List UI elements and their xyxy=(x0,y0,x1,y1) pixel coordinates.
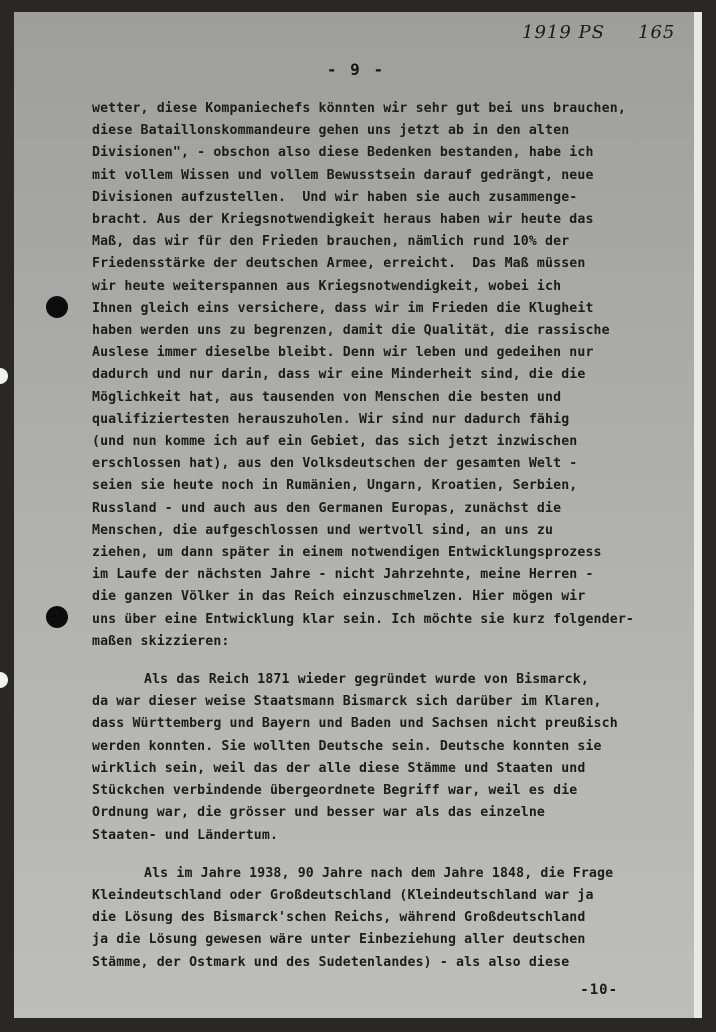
paragraph-gap xyxy=(92,847,676,863)
text-line: Kleindeutschland oder Großdeutschland (Kleindeutschland war ja xyxy=(92,887,594,903)
text-line: werden konnten. Sie wollten Deutsche sein. Deutsche konnten sie xyxy=(92,738,602,754)
text-line: Stämme, der Ostmark und des Sudetenlandes) - als also diese xyxy=(92,954,570,970)
text-line: (und nun komme ich auf ein Gebiet, das sich jetzt inzwischen xyxy=(92,434,578,450)
text-line: die Lösung des Bismarck'schen Reichs, während Großdeutschland xyxy=(92,910,586,926)
text-line: Als das Reich 1871 wieder gegründet wurde von Bismarck, xyxy=(144,672,589,688)
text-line: Maß, das wir für den Frieden brauchen, nämlich rund 10% der xyxy=(92,234,570,250)
typed-text-body xyxy=(92,98,676,974)
text-line: Als im Jahre 1938, 90 Jahre nach dem Jahre 1848, die Frage xyxy=(144,865,614,881)
document-page xyxy=(14,12,698,1018)
text-line: im Laufe der nächsten Jahre - nicht Jahrzehnte, meine Herren - xyxy=(92,567,594,583)
punch-hole-top xyxy=(46,296,68,318)
text-line: diese Bataillonskommandeure gehen uns jetzt ab in den alten xyxy=(92,123,570,139)
text-line: mit vollem Wissen und vollem Bewusstsein darauf gedrängt, neue xyxy=(92,167,594,183)
text-line: wetter, diese Kompaniechefs könnten wir sehr gut bei uns brauchen, xyxy=(92,101,626,116)
text-line: erschlossen hat), aus den Volksdeutschen der gesamten Welt - xyxy=(92,456,578,472)
text-line: Russland - und auch aus den Germanen Europas, zunächst die xyxy=(92,500,562,516)
text-line: qualifiziertesten herauszuholen. Wir sind nur dadurch fähig xyxy=(92,411,570,427)
text-line: maßen skizzieren: xyxy=(92,633,230,649)
text-line: Auslese immer dieselbe bleibt. Denn wir leben und gedeihen nur xyxy=(92,345,594,361)
text-line: Divisionen aufzustellen. Und wir haben sie auch zusammenge- xyxy=(92,189,578,205)
text-line: ja die Lösung gewesen wäre unter Einbeziehung aller deutschen xyxy=(92,932,586,948)
binder-notch-bottom xyxy=(0,672,8,688)
text-line: Ordnung war, die grösser und besser war als das einzelne xyxy=(92,805,546,821)
punch-hole-bottom xyxy=(46,606,68,628)
paragraph-gap xyxy=(92,653,676,669)
paragraph-1 xyxy=(92,98,676,653)
text-line: wirklich sein, weil das der alle diese Stämme und Staaten und xyxy=(92,760,586,776)
page-number: - 9 - xyxy=(326,60,386,79)
text-line: Divisionen", - obschon also diese Bedenken bestanden, habe ich xyxy=(92,145,594,161)
text-line: dadurch und nur darin, dass wir eine Minderheit sind, die die xyxy=(92,367,586,383)
archive-folio-number: 165 xyxy=(638,22,676,43)
paper-edge xyxy=(694,12,702,1018)
text-line: Möglichkeit hat, aus tausenden von Menschen die besten und xyxy=(92,389,562,405)
paragraph-3 xyxy=(92,863,676,974)
text-line: da war dieser weise Staatsmann Bismarck sich darüber im Klaren, xyxy=(92,694,602,710)
next-page-marker: -10- xyxy=(580,982,618,998)
text-line: bracht. Aus der Kriegsnotwendigkeit heraus haben wir heute das xyxy=(92,212,594,228)
text-line: uns über eine Entwicklung klar sein. Ich möchte sie kurz folgender- xyxy=(92,611,634,627)
text-line: wir heute weiterspannen aus Kriegsnotwendigkeit, wobei ich xyxy=(92,278,562,294)
text-line: dass Württemberg und Bayern und Baden und Sachsen nicht preußisch xyxy=(92,716,618,732)
text-line: Friedensstärke der deutschen Armee, erreicht. Das Maß müssen xyxy=(92,256,586,272)
text-line: Stückchen verbindende übergeordnete Begriff war, weil es die xyxy=(92,783,578,799)
text-line: Staaten- und Ländertum. xyxy=(92,827,279,843)
paragraph-2 xyxy=(92,669,676,847)
text-line: haben werden uns zu begrenzen, damit die Qualität, die rassische xyxy=(92,323,610,339)
archive-stamp-number: 1919 PS xyxy=(522,22,605,43)
text-line: ziehen, um dann später in einem notwendigen Entwicklungsprozess xyxy=(92,545,602,561)
text-line: seien sie heute noch in Rumänien, Ungarn, Kroatien, Serbien, xyxy=(92,478,578,494)
binder-notch-top xyxy=(0,368,8,384)
text-line: Ihnen gleich eins versichere, dass wir im Frieden die Klugheit xyxy=(92,300,594,316)
text-line: Menschen, die aufgeschlossen und wertvoll sind, an uns zu xyxy=(92,522,554,538)
text-line: die ganzen Völker in das Reich einzuschmelzen. Hier mögen wir xyxy=(92,589,586,605)
